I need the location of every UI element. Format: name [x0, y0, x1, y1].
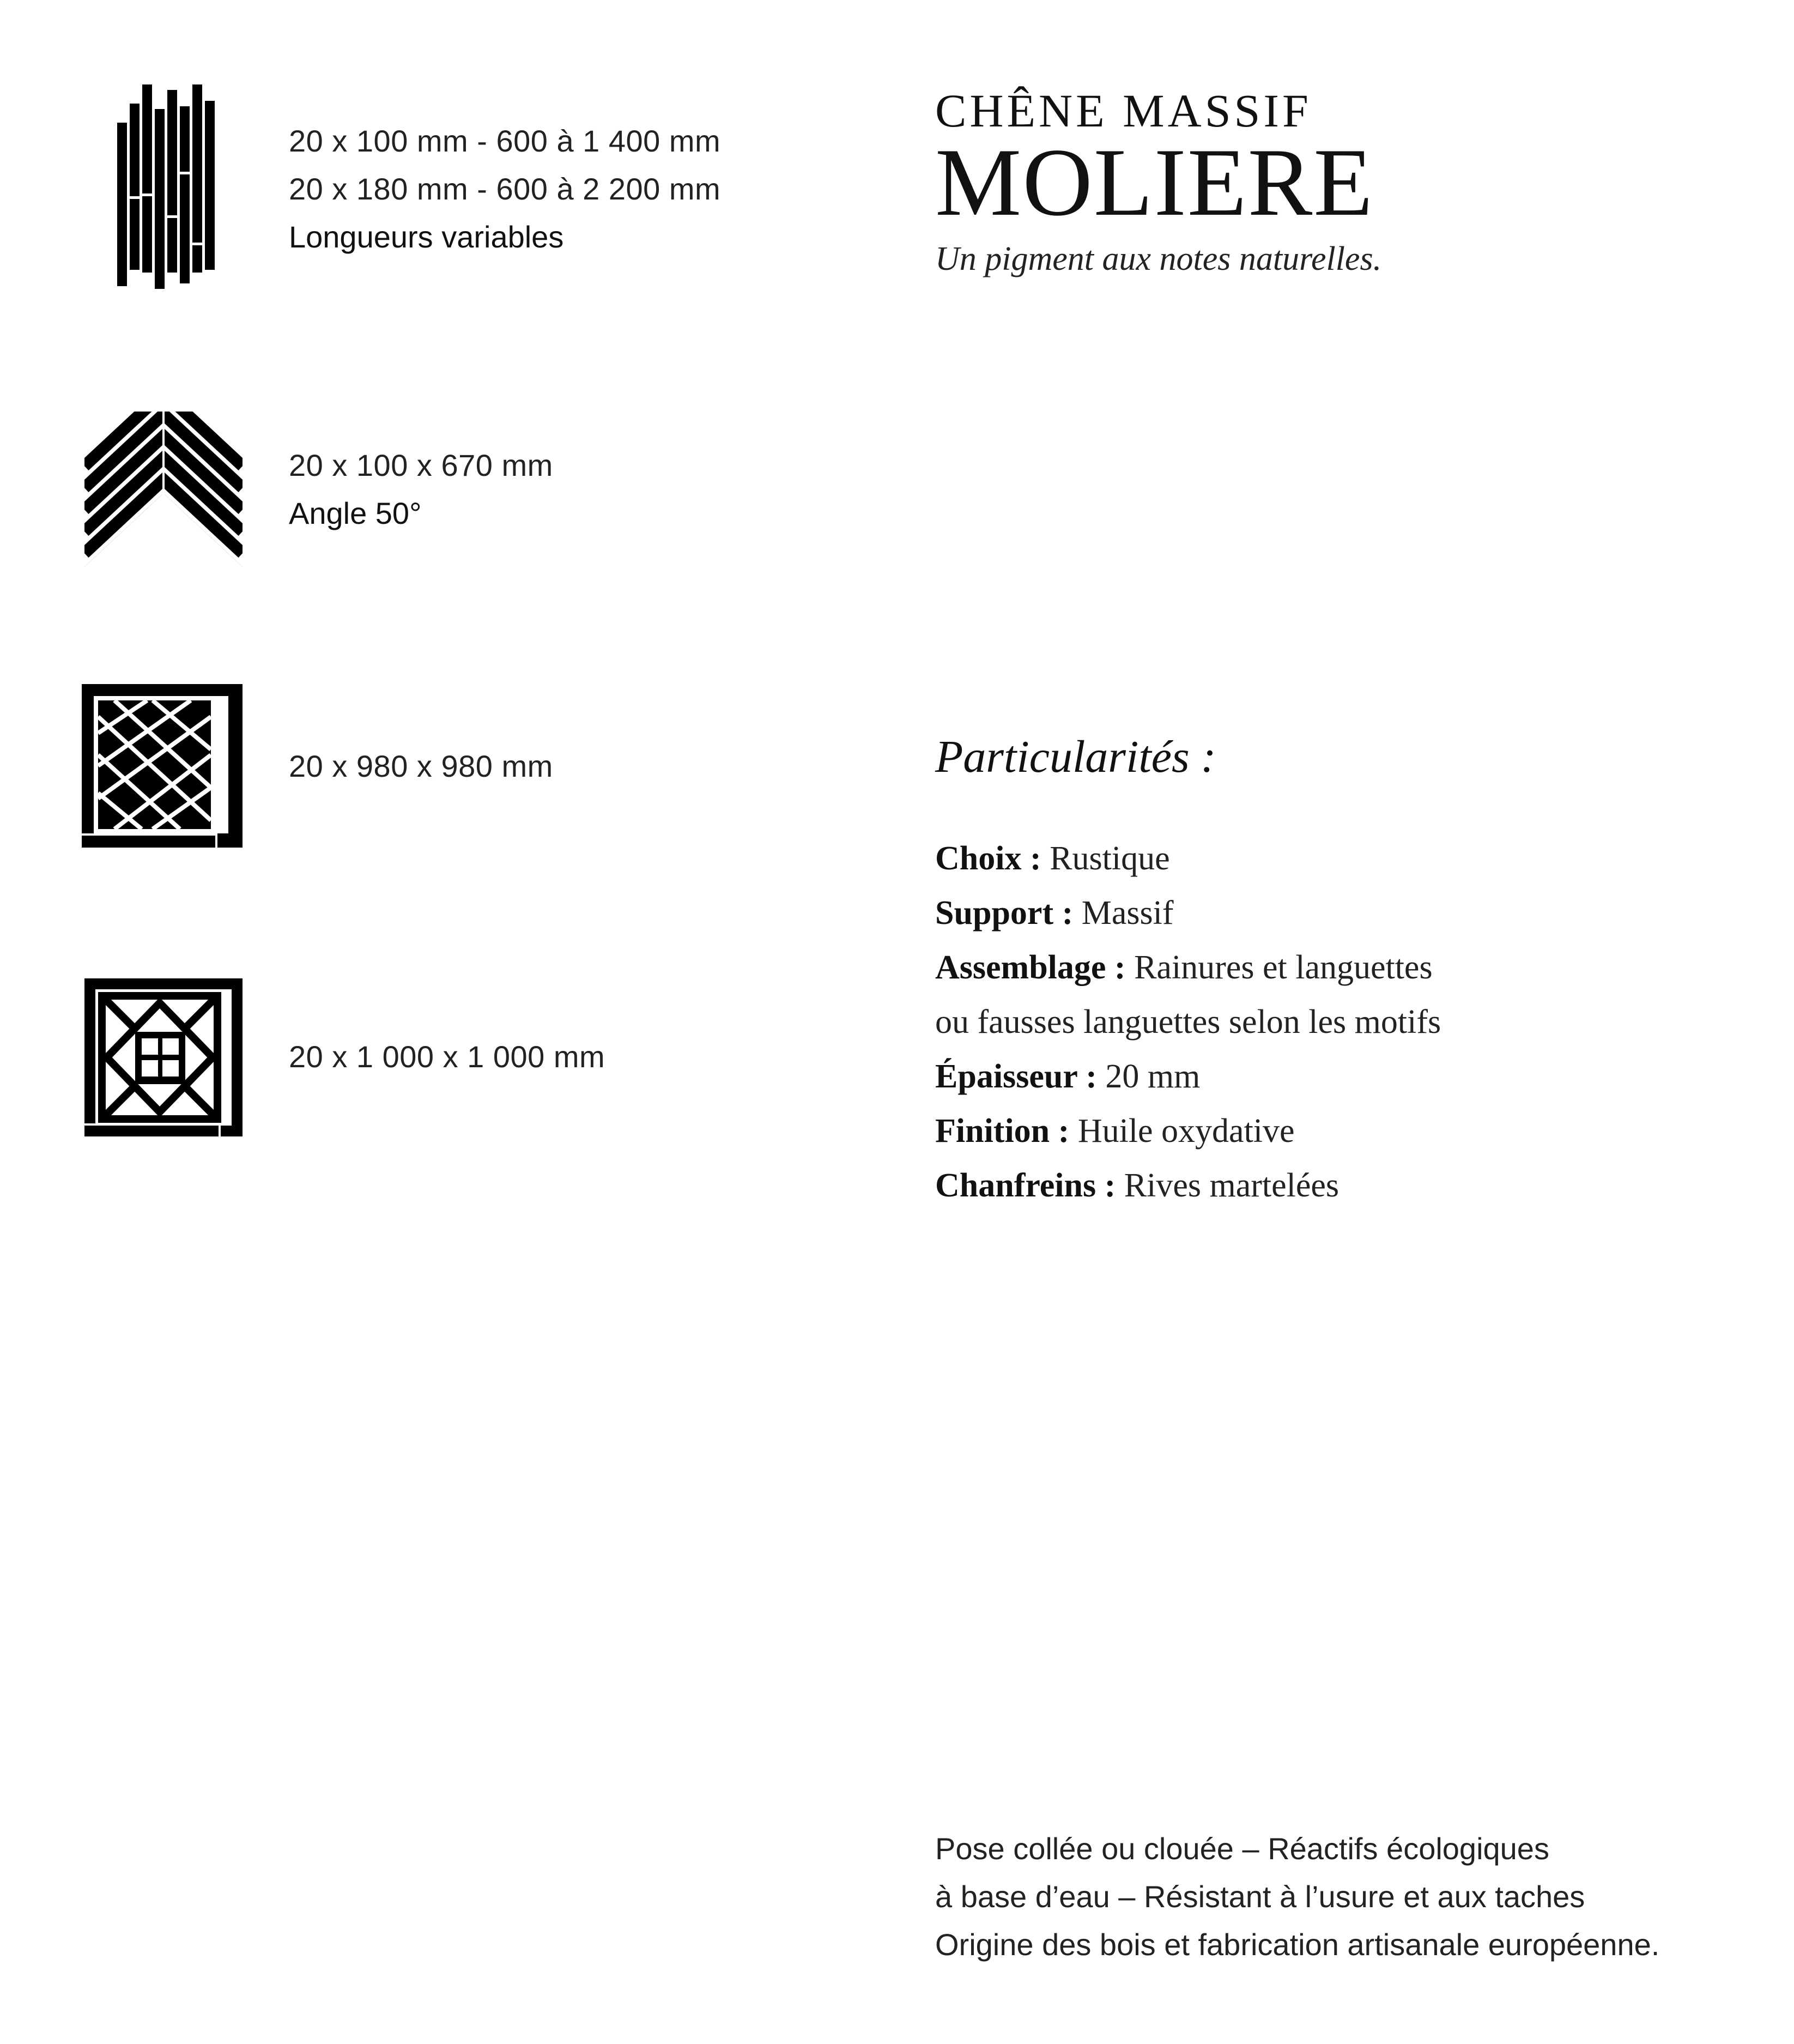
chevron-pattern-icon: [84, 412, 243, 567]
plank-pattern-icon: [114, 84, 218, 292]
spec-value: Huile oxydative: [1077, 1112, 1295, 1150]
woven-panel-icon: [82, 684, 243, 848]
spec-label: Épaisseur :: [935, 1058, 1097, 1095]
spec-label: Chanfreins :: [935, 1167, 1116, 1204]
product-eyebrow: CHÊNE MASSIF: [935, 84, 1312, 137]
format-line: 20 x 180 mm - 600 à 2 200 mm: [289, 172, 721, 206]
footer-line: Origine des bois et fabrication artisanale européenne.: [935, 1927, 1660, 1962]
spec-value: Rustique: [1050, 840, 1170, 877]
spec-item: [935, 1104, 1441, 1158]
spec-label: Choix :: [935, 840, 1041, 877]
spec-item: [935, 1158, 1441, 1213]
versailles-panel-icon: [84, 978, 243, 1136]
format-versailles: [289, 1033, 605, 1081]
spec-item: [935, 995, 1441, 1049]
format-line: 20 x 980 x 980 mm: [289, 749, 553, 783]
format-line: 20 x 100 mm - 600 à 1 400 mm: [289, 124, 721, 158]
format-plank: [289, 117, 720, 261]
format-line: Angle 50°: [289, 496, 422, 530]
spec-label: Support :: [935, 894, 1074, 932]
format-chevron: [289, 442, 553, 537]
spec-value: ou fausses languettes selon les motifs: [935, 1003, 1441, 1041]
footer-line: Pose collée ou clouée – Réactifs écologiques: [935, 1831, 1549, 1866]
product-tagline: Un pigment aux notes naturelles.: [935, 240, 1382, 277]
format-line: 20 x 1 000 x 1 000 mm: [289, 1039, 605, 1074]
spec-item: [935, 886, 1441, 940]
spec-label: Assemblage :: [935, 949, 1126, 986]
product-title: MOLIERE: [935, 128, 1374, 236]
spec-value: Rives martelées: [1124, 1167, 1340, 1204]
particularites-heading: Particularités :: [935, 731, 1216, 782]
spec-value: Rainures et languettes: [1134, 949, 1433, 986]
footer-line: à base d’eau – Résistant à l’usure et aux taches: [935, 1879, 1585, 1914]
footer-notes: [935, 1825, 1659, 1969]
spec-label: Finition :: [935, 1112, 1070, 1150]
spec-list: [935, 831, 1441, 1213]
format-line: Longueurs variables: [289, 220, 564, 254]
spec-item: [935, 831, 1441, 886]
spec-value: 20 mm: [1105, 1058, 1201, 1095]
spec-item: [935, 1049, 1441, 1104]
format-woven: [289, 742, 553, 790]
format-line: 20 x 100 x 670 mm: [289, 448, 553, 482]
spec-value: Massif: [1081, 894, 1174, 932]
spec-item: [935, 940, 1441, 995]
